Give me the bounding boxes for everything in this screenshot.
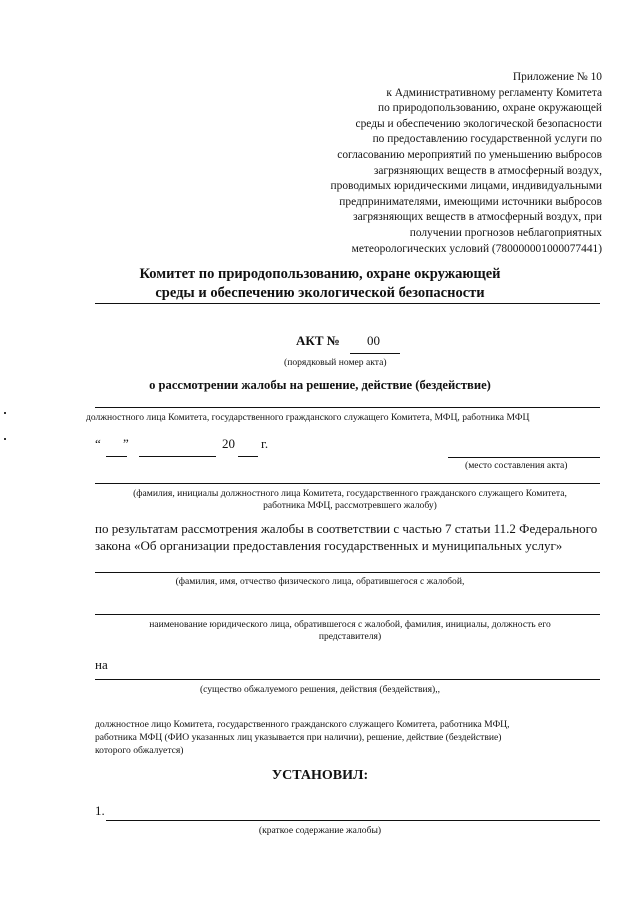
paragraph-line-2: закона «Об организации предоставления государственных и муниципальных услуг»	[95, 538, 563, 553]
established-heading: УСТАНОВИЛ:	[271, 768, 369, 783]
summary-caption: (краткое содержание жалобы)	[258, 825, 382, 836]
on-label: на	[95, 657, 108, 672]
appendix-header	[242, 70, 602, 257]
org-title-line-2: среды и обеспечению экологической безопасности	[155, 285, 485, 301]
legal-entity-caption	[60, 619, 640, 643]
note-line-3: которого обжалуется)	[95, 745, 184, 756]
fio-official-line	[95, 483, 600, 484]
appendix-line: получении прогнозов неблагоприятных	[409, 226, 602, 239]
legal-entity-line	[95, 614, 600, 615]
org-title-line-1: Комитет по природопользованию, охране окружающей	[139, 266, 501, 282]
paragraph-line-1: по результатам рассмотрения жалобы в соответствии с частью 7 статьи 11.2 Федерального	[95, 521, 598, 536]
date-day-line	[106, 456, 127, 457]
appendix-line: Приложение № 10	[512, 71, 602, 83]
summary-line	[106, 820, 600, 821]
org-title-underline	[95, 303, 600, 304]
act-number-caption: (порядковый номер акта)	[284, 357, 387, 368]
place-caption: (место составления акта)	[465, 460, 568, 471]
appendix-line: по предоставлению государственной услуги по	[372, 133, 602, 146]
official-line	[95, 407, 600, 408]
essence-caption: (существо обжалуемого решения, действия (бездействия),,	[199, 684, 441, 695]
scan-mark	[4, 438, 6, 440]
note-line-1: должностное лицо Комитета, государственного гражданского служащего Комитета, работника МФЦ,	[95, 719, 510, 730]
fio-official-caption-line-1: (фамилия, инициалы должностного лица Комитета, государственного гражданского служащего Комитета,	[133, 488, 567, 499]
org-title	[0, 265, 640, 303]
appendix-line: к Административному регламенту Комитета	[386, 86, 602, 99]
date-year-suffix: г.	[261, 436, 269, 451]
date-year-prefix: 20	[222, 436, 235, 451]
fio-official-caption-line-2: работника МФЦ, рассмотревшего жалобу)	[263, 500, 437, 511]
official-caption: должностного лица Комитета, государственного гражданского служащего Комитета, МФЦ, работника МФЦ	[86, 412, 530, 423]
appendix-line: согласованию мероприятий по уменьшению выбросов	[337, 148, 602, 161]
act-number: 00	[367, 333, 380, 348]
appendix-line: загрязняющих веществ в атмосферный воздух, при	[353, 211, 602, 224]
legal-entity-caption-line-2: представителя)	[318, 631, 382, 642]
appendix-line: загрязняющих веществ в атмосферный воздух,	[373, 164, 602, 177]
scan-mark	[4, 412, 6, 414]
legal-entity-caption-line-1: наименование юридического лица, обратившегося с жалобой, фамилия, инициалы, должность его	[149, 619, 551, 630]
date-year-line	[238, 456, 258, 457]
appendix-line: проводимых юридическими лицами, индивидуальными	[330, 180, 602, 193]
note-line-2: работника МФЦ (ФИО указанных лиц указывается при наличии), решение, действие (бездействие)	[95, 732, 502, 743]
date-month-line	[139, 456, 216, 457]
act-number-underline	[350, 353, 400, 354]
appendix-line: среды и обеспечению экологической безопасности	[355, 117, 602, 130]
date-close-quote: ”	[123, 436, 129, 451]
appendix-line: по природопользованию, охране окружающей	[378, 102, 602, 115]
place-line	[448, 457, 600, 458]
legal-basis-paragraph	[95, 520, 600, 554]
item-number: 1.	[95, 803, 105, 818]
appendix-line: предпринимателями, имеющими источники выбросов	[339, 195, 602, 208]
fio-person-caption: (фамилия, имя, отчество физического лица, обратившегося с жалобой,	[175, 576, 465, 587]
fio-person-line	[95, 572, 600, 573]
appealed-note	[95, 718, 600, 757]
fio-official-caption	[60, 488, 640, 512]
date-open-quote: “	[95, 436, 101, 451]
appendix-line: метеорологических условий (780000001000077441)	[351, 242, 602, 255]
act-subject: о рассмотрении жалобы на решение, действие (бездействие)	[149, 378, 491, 392]
act-label: АКТ №	[296, 333, 340, 348]
essence-line	[95, 679, 600, 680]
